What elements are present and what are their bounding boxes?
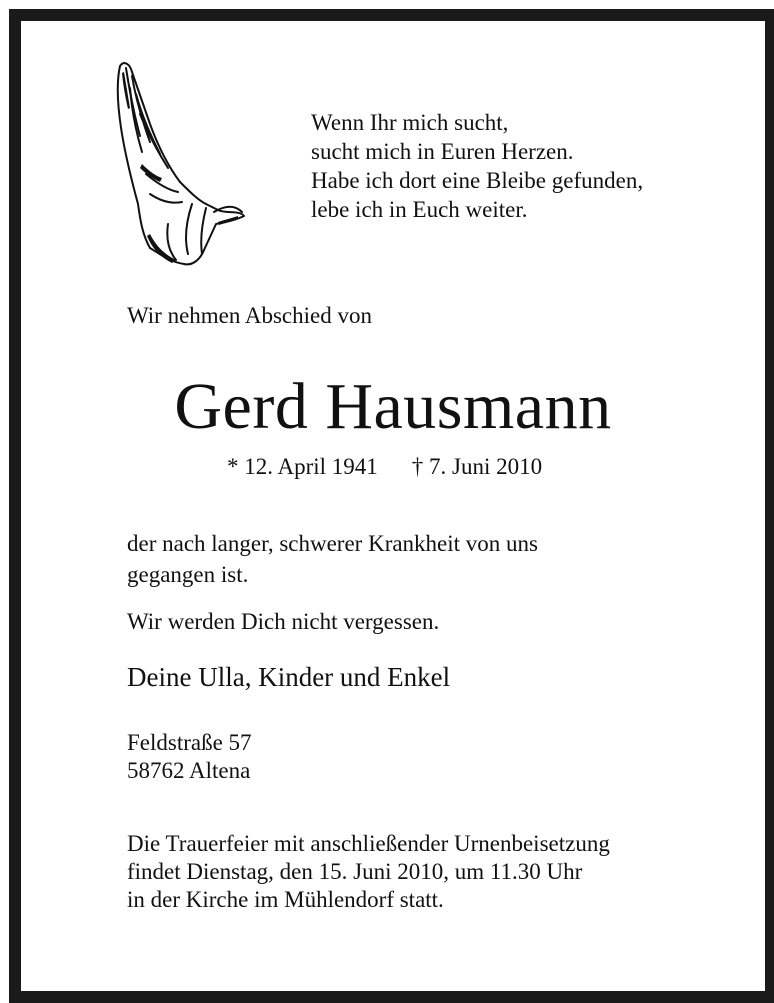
text-line: der nach langer, schwerer Krankheit von uns — [127, 531, 539, 556]
praying-hands-icon — [106, 54, 246, 269]
family-signature: Deine Ulla, Kinder und Enkel — [127, 662, 451, 692]
verse-line: lebe ich in Euch weiter. — [311, 197, 528, 222]
death-date: † 7. Juni 2010 — [411, 454, 543, 479]
address-city: 58762 Altena — [127, 758, 251, 783]
ceremony-line: findet Dienstag, den 15. Juni 2010, um 11.30 Uhr — [127, 859, 583, 884]
ceremony-info — [127, 830, 610, 914]
verse — [311, 108, 643, 224]
remember-text: Wir werden Dich nicht vergessen. — [127, 609, 440, 634]
verse-line: sucht mich in Euren Herzen. — [311, 139, 574, 164]
address-street: Feldstraße 57 — [127, 730, 252, 755]
ceremony-line: Die Trauerfeier mit anschließender Urnenbeisetzung — [127, 831, 610, 856]
text-line: gegangen ist. — [127, 562, 249, 587]
birth-date: * 12. April 1941 — [227, 454, 378, 479]
deceased-name: Gerd Hausmann — [174, 370, 612, 443]
life-dates — [227, 454, 542, 480]
verse-line: Habe ich dort eine Bleibe gefunden, — [311, 168, 644, 193]
illness-text — [127, 528, 687, 590]
ceremony-line: in der Kirche im Mühlendorf statt. — [127, 887, 444, 912]
address — [127, 729, 252, 785]
intro-text: Wir nehmen Abschied von — [127, 303, 372, 328]
verse-line: Wenn Ihr mich sucht, — [311, 110, 509, 135]
obituary-frame — [9, 9, 774, 1003]
